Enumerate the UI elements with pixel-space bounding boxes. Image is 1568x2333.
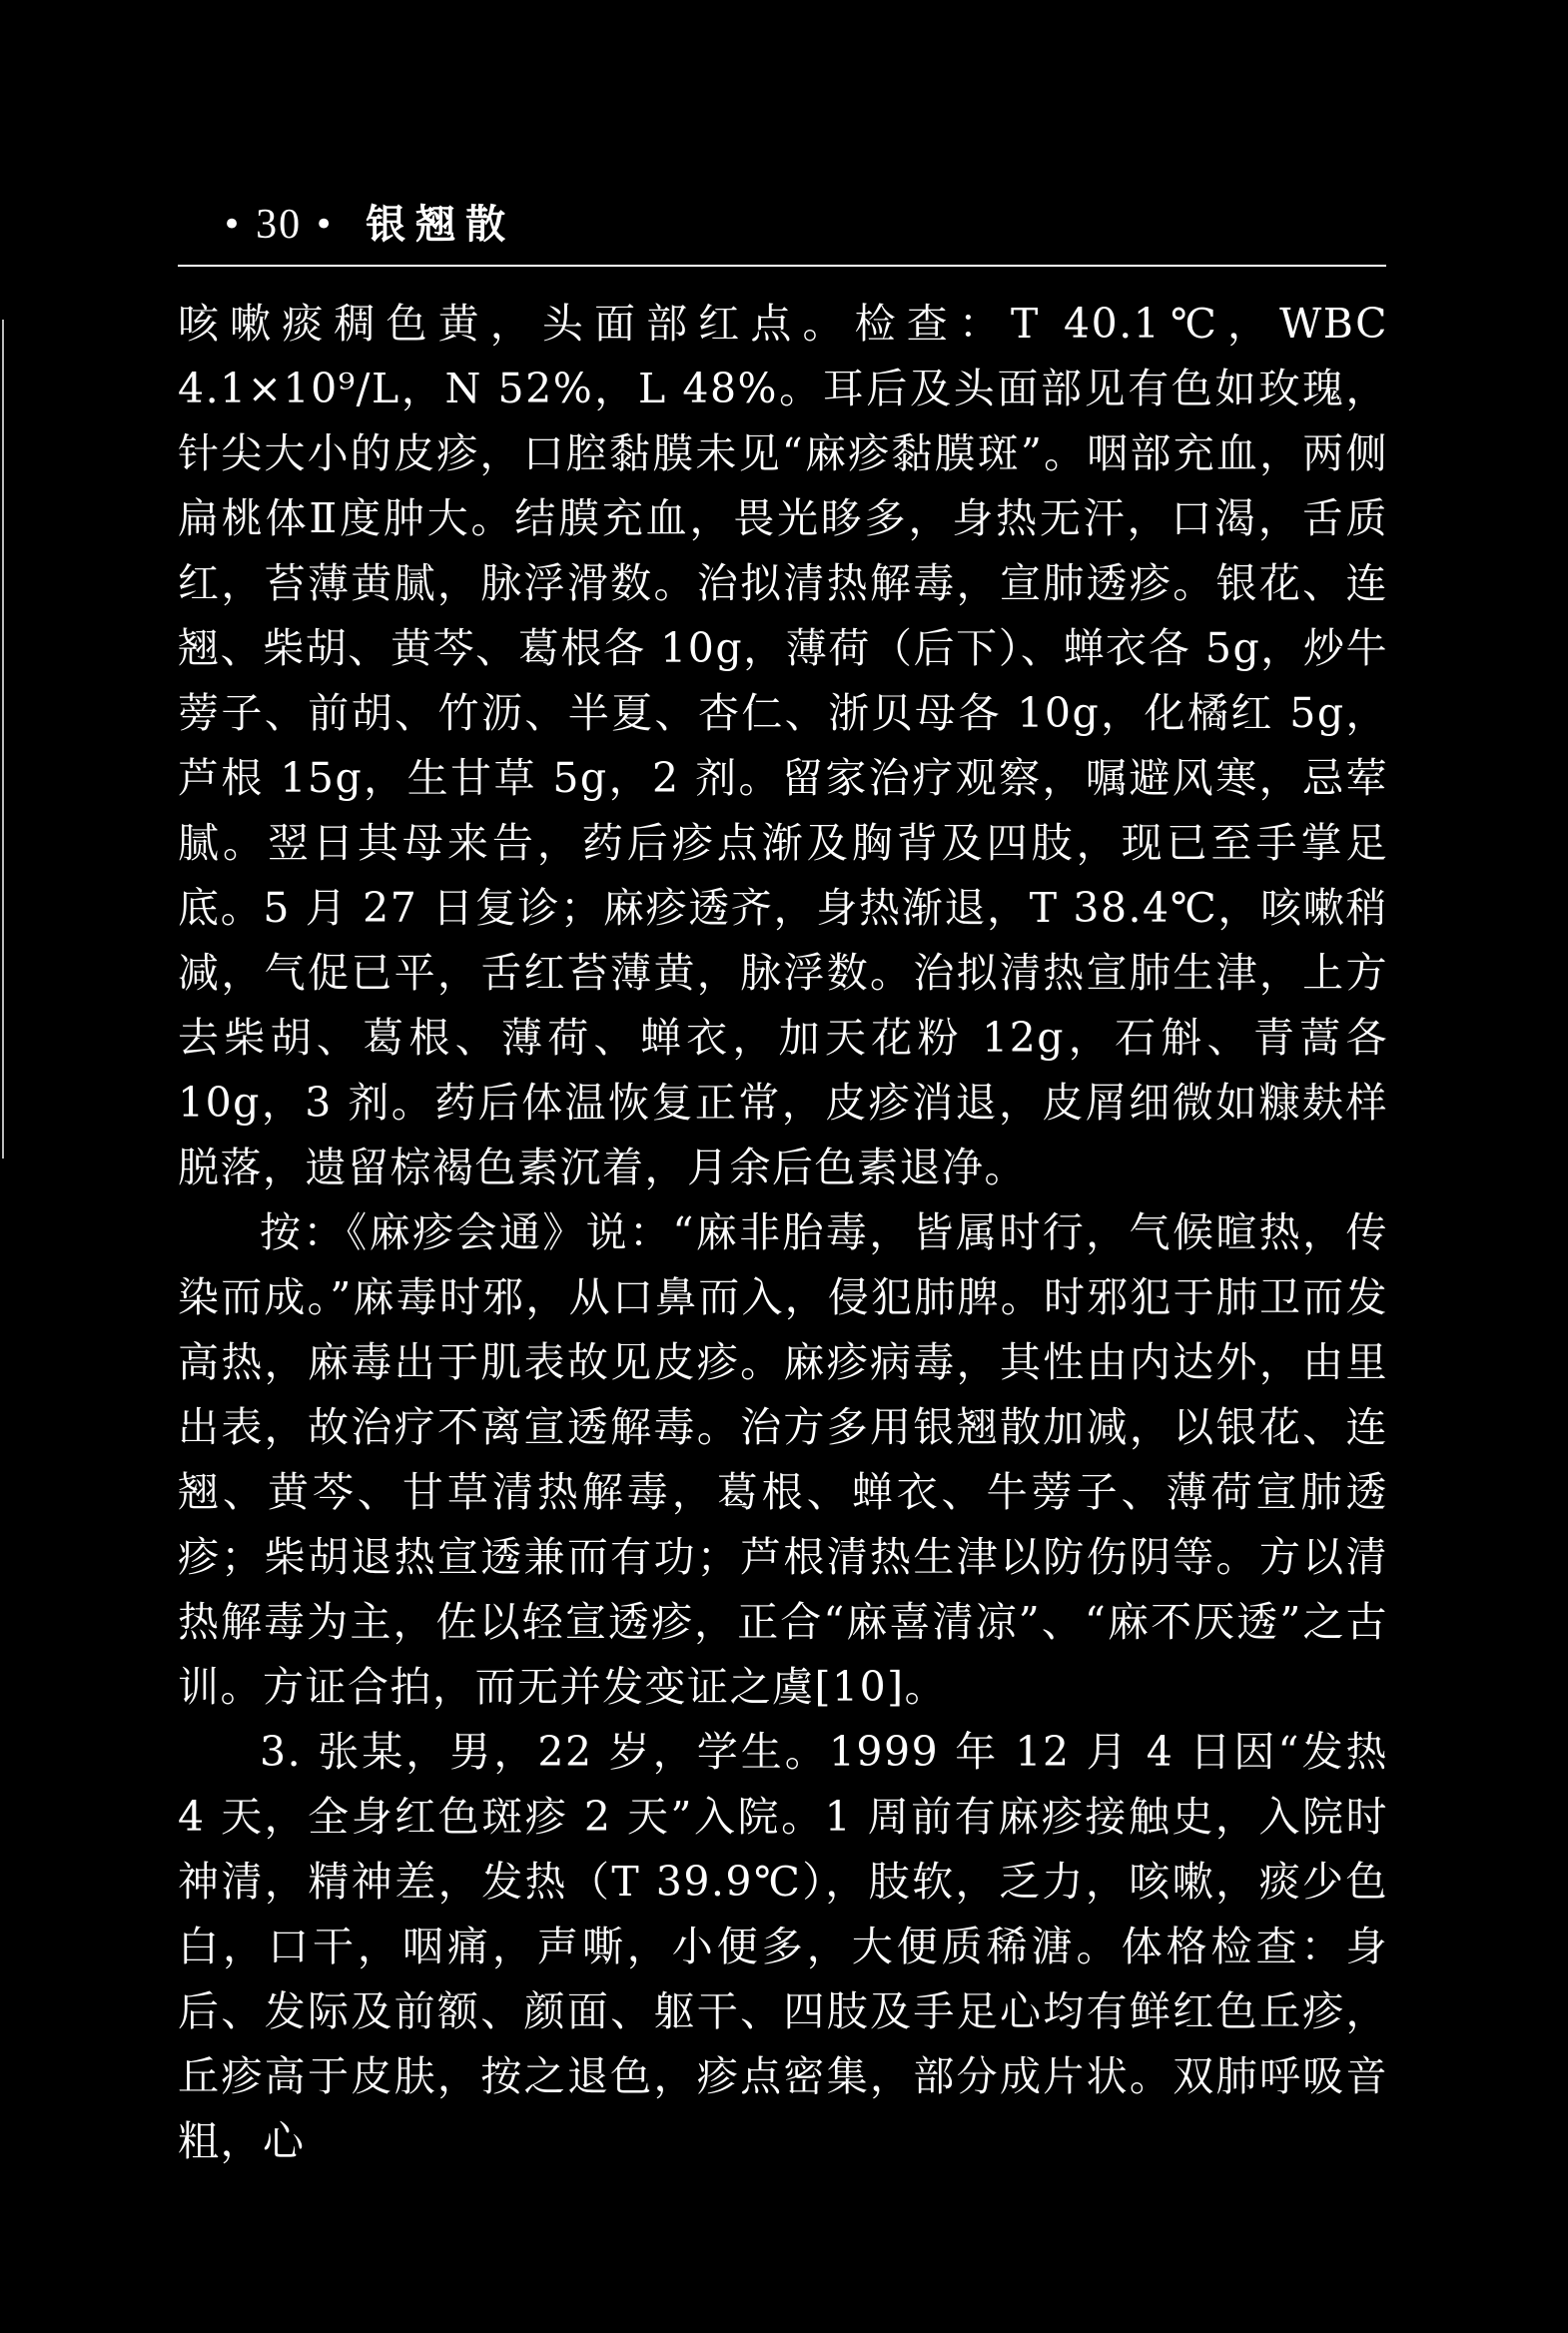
case-3-paragraph: 3. 张某，男，22 岁，学生。1999 年 12 月 4 日因“发热 4 天，全身红色斑疹 2 天”入院。1 周前有麻疹接触史，入院时神清，精神差，发热（T 39.9℃），肢软，乏力，咳嗽，痰少色白，口干，咽痛，声嘶，小便多，大便质稀溏。体格检查：身后、发际及前额、颜面、躯干、四肢及手足心均有鲜红色丘疹，丘疹高于皮肤，按之退色，疹点密集，部分成片状。双肺呼吸音粗，心: [178, 1728, 1388, 2165]
book-title: 银翘散: [366, 201, 516, 248]
header-bullet-left: •: [222, 205, 245, 245]
header-bullet-right: •: [314, 205, 337, 245]
page-number: 30: [256, 202, 303, 248]
running-header: [210, 195, 515, 255]
body-text: [178, 292, 1388, 2174]
commentary-paragraph: 按：《麻疹会通》说：“麻非胎毒，皆属时行，气候暄热，传染而成。”麻毒时邪，从口鼻而入，侵犯肺脾。时邪犯于肺卫而发高热，麻毒出于肌表故见皮疹。麻疹病毒，其性由内达外，由里出表，故治疗不离宣透解毒。治方多用银翘散加减，以银花、连翘、黄芩、甘草清热解毒，葛根、蝉衣、牛蒡子、薄荷宣肺透疹；柴胡退热宣透兼而有功；芦根清热生津以防伤阴等。方以清热解毒为主，佐以轻宣透疹，正合“麻喜清凉”、“麻不厌透”之古训。方证合拍，而无并发变证之虞[10]。: [178, 1208, 1388, 1711]
scan-edge-line: [2, 320, 4, 1159]
header-rule: [178, 265, 1386, 267]
case-paragraph-continued: 咳嗽痰稠色黄，头面部红点。检查：T 40.1℃，WBC 4.1×10⁹/L，N 52%，L 48%。耳后及头面部见有色如玫瑰，针尖大小的皮疹，口腔黏膜未见“麻疹黏膜斑”。咽部充血，两侧扁桃体Ⅱ度肿大。结膜充血，畏光眵多，身热无汗，口渴，舌质红，苔薄黄腻，脉浮滑数。治拟清热解毒，宣肺透疹。银花、连翘、柴胡、黄芩、葛根各 10g，薄荷（后下）、蝉衣各 5g，炒牛蒡子、前胡、竹沥、半夏、杏仁、浙贝母各 10g，化橘红 5g，芦根 15g，生甘草 5g，2 剂。留家治疗观察，嘱避风寒，忌荤腻。翌日其母来告，药后疹点渐及胸背及四肢，现已至手掌足底。5 月 27 日复诊；麻疹透齐，身热渐退，T 38.4℃，咳嗽稍减，气促已平，舌红苔薄黄，脉浮数。治拟清热宣肺生津，上方去柴胡、葛根、薄荷、蝉衣，加天花粉 12g，石斛、青蒿各 10g，3 剂。药后体温恢复正常，皮疹消退，皮屑细微如糠麸样脱落，遗留棕褐色素沉着，月余后色素退净。: [178, 300, 1388, 1191]
